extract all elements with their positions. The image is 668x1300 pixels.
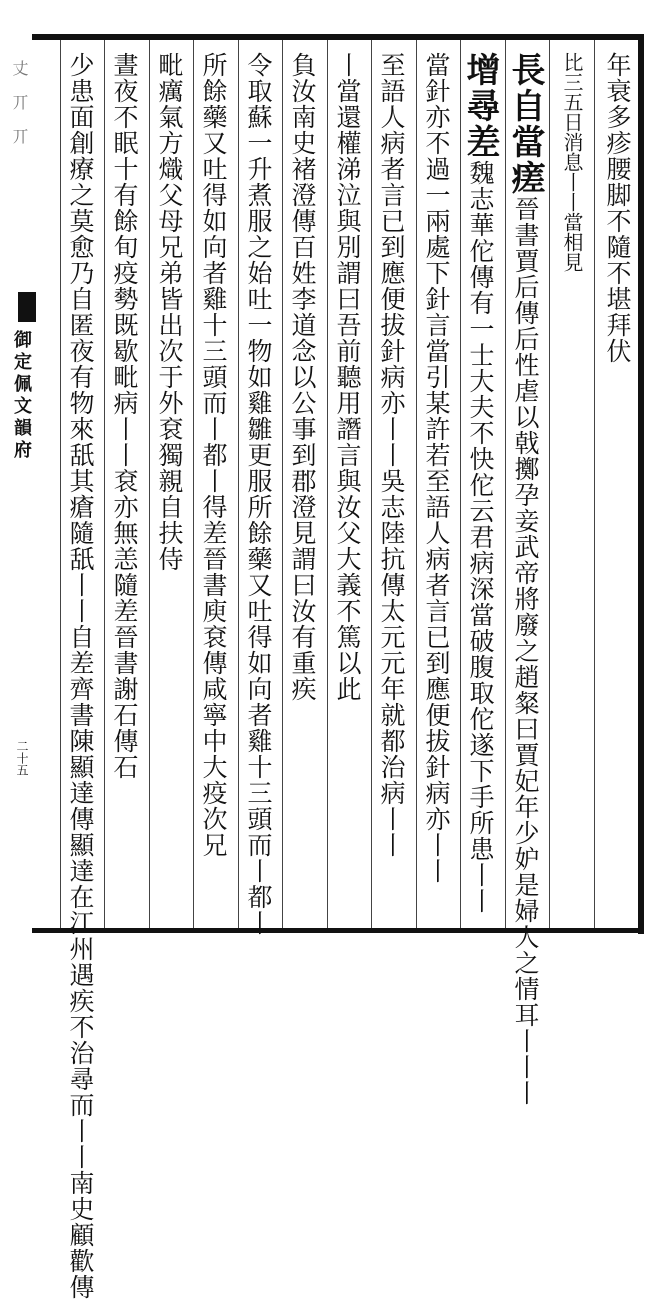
text-column-2: 比三五日消息丨丨當相見 xyxy=(560,52,584,272)
text-column-3: 長自當瘥晉書賈后傳后性虐以戟擲孕妾武帝將廢之趙粲曰賈妃年少妒是婦人之情耳丨丨丨 xyxy=(505,52,545,1106)
text-column-12: 晝夜不眠十有餘旬疫勢既歇毗病丨丨袞亦無恙隨差晉書謝石傳石 xyxy=(110,52,139,780)
page-border-right xyxy=(638,34,644,934)
text-column-7: 丨當還權涕泣與別謂曰吾前聽用譖言與汝父大義不篤以此 xyxy=(333,52,362,702)
column-rule xyxy=(149,40,150,928)
text-column-10: 所餘藥又吐得如向者雞十三頭而丨都丨得差晉書庾袞傳咸寧中大疫次兄 xyxy=(199,52,228,858)
column-rule xyxy=(416,40,417,928)
text-column-4: 增尋差魏志華佗傳有一士大夫不快佗云君病深當破腹取佗遂下手所患丨丨 xyxy=(460,52,500,914)
column-rule xyxy=(594,40,595,928)
text-column-9: 令取蘇一升煮服之始吐一物如雞雛更服所餘藥又吐得如向者雞十三頭而丨都丨 xyxy=(244,52,273,936)
column-rule xyxy=(327,40,328,928)
text-column-1: 年衰多疹腰脚不隨不堪拜伏 xyxy=(603,52,632,364)
text-column-11: 毗癘氣方熾父母兄弟皆出次于外袞獨親自扶侍 xyxy=(155,52,184,572)
margin-title: 御定佩文韻府 xyxy=(11,330,32,462)
column-rule xyxy=(193,40,194,928)
margin-marks: 丈丌丌 xyxy=(10,60,29,162)
page-border-bottom xyxy=(32,928,644,933)
column-rule xyxy=(460,40,461,928)
text-column-6: 至語人病者言已到應便拔針病亦丨丨吳志陸抗傳太元元年就都治病丨丨 xyxy=(377,52,406,858)
column-rule xyxy=(104,40,105,928)
column-rule xyxy=(60,40,61,928)
page-border-top xyxy=(32,34,644,40)
text-column-8: 負汝南史褚澄傳百姓李道念以公事到郡澄見謂曰汝有重疾 xyxy=(288,52,317,702)
column-rule xyxy=(549,40,550,928)
text-column-5: 當針亦不過一兩處下針言當引某許若至語人病者言已到應便拔針病亦丨丨 xyxy=(422,52,451,884)
text-column-13: 少患面創療之莫愈乃自匿夜有物來舐其瘡隨舐丨丨自差齊書陳顯達傳顯達在江州遇疾不治尋而丨丨南史顧歡傳 xyxy=(66,52,95,1300)
page-number: 二十五 xyxy=(15,740,29,776)
column-rule xyxy=(371,40,372,928)
margin-tab xyxy=(18,292,36,322)
column-rule xyxy=(282,40,283,928)
column-rule xyxy=(238,40,239,928)
